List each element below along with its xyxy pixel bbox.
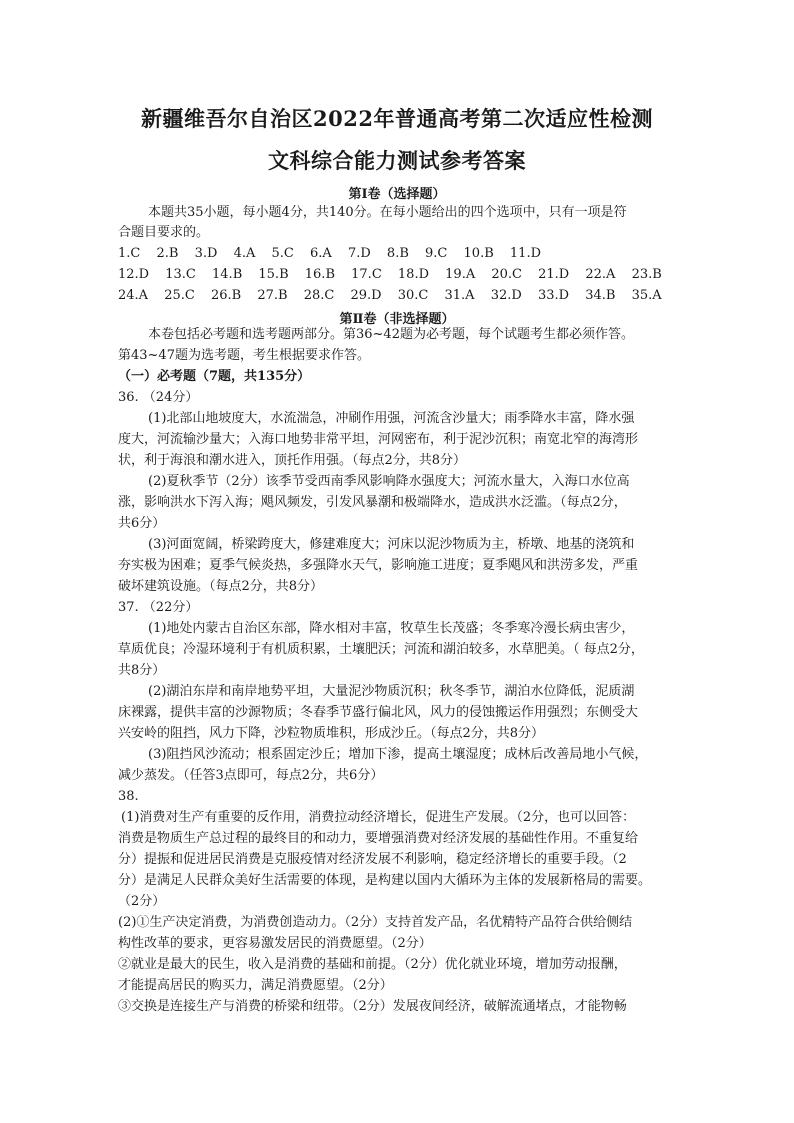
answer-item: 23.B [631,267,662,282]
part1-intro-cont: 合题目要求的。 [118,225,210,240]
answer-paragraph-line: (2)夏秋季节（2分）该季节受西南季风影响降水强度大；河流水量大，入海口水位高 [148,474,630,489]
required-section-heading: （一）必考题（7题，共135分） [118,369,311,384]
answer-item: 26.B [210,288,242,303]
answer-item: 12.D [118,267,150,282]
answer-item: 28.C [303,288,335,303]
answer-row-2 [118,267,684,283]
answer-item: 18.D [397,267,430,282]
answer-item: 30.C [397,288,429,303]
answer-item: 33.D [537,288,570,303]
answer-paragraph-line: 夯实极为困难；夏季气候炎热，多强降水天气，影响施工进度；夏季飓风和洪涝多发，严重 [118,558,639,573]
answer-item: 13.C [165,267,196,282]
question-number: 36. （24分） [118,390,199,405]
answer-item: 22.A [585,267,616,282]
answer-paragraph-line: (1)北部山地坡度大，水流湍急，冲刷作用强，河流含沙量大；雨季降水丰富，降水强 [148,411,635,426]
answer-paragraph-line: （2分） [118,894,166,909]
answer-item: 7.D [347,246,371,261]
answer-item: 25.C [164,288,195,303]
answer-item: 5.C [271,246,294,261]
part1-intro: 本题共35小题，每小题4分，共140分。在每小题给出的四个选项中，只有一项是符 [148,205,627,220]
part2-intro-cont: 第43~47题为选考题，考生根据要求作答。 [118,348,370,363]
answer-item: 6.A [310,246,332,261]
answer-paragraph-line: ②就业是最大的民生，收入是消费的基础和前提。（2分）优化就业环境，增加劳动报酬， [118,957,627,972]
answer-item: 15.B [258,267,289,282]
answer-item: 14.B [212,267,243,282]
answer-item: 29.D [350,288,382,303]
answer-paragraph-line: 分）提振和促进居民消费是克服疫情对经济发展不利影响，稳定经济增长的重要手段。（2 [118,852,627,867]
answer-paragraph-line: 兴安岭的阻挡，风力下降，沙粒物质堆积，形成沙丘。（每点2分，共8分） [118,726,545,741]
answer-item: 4.A [233,246,256,261]
answer-item: 34.B [585,288,616,303]
answer-paragraph-line: 草质优良；冷湿环境利于有机质积累，土壤肥沃；河流和湖泊较多，水草肥美。（ 每点2分， [118,642,644,657]
answer-paragraph-line: 度大，河流输沙量大；入海口地势非常平坦，河网密布，利于泥沙沉积；南宽北窄的海湾形 [118,432,639,447]
answer-item: 27.B [257,288,288,303]
answer-paragraph-line: (1)地处内蒙古自治区东部，降水相对丰富，牧草生长茂盛；冬季寒冷漫长病虫害少， [148,621,635,636]
part1-heading: 第Ⅰ卷（选择题） [348,187,446,202]
answer-item: 8.B [386,246,409,261]
answer-paragraph-line: (3)河面宽阔，桥梁跨度大，修建难度大；河床以泥沙物质为主，桥墩、地基的浇筑和 [148,537,635,552]
answer-item: 24.A [118,288,149,303]
answer-paragraph-line: 减少蒸发。（任答3点即可，每点2分，共6分） [118,768,384,783]
answer-paragraph-line: 构性改革的要求，更容易激发居民的消费愿望。（2分） [118,936,432,951]
answer-row-1 [118,246,684,262]
answer-item: 21.D [538,267,570,282]
part2-heading: 第Ⅱ卷（非选择题） [339,312,455,327]
answer-paragraph-line: ③交换是连接生产与消费的桥梁和纽带。（2分）发展夜间经济，破解流通堵点，才能物畅 [118,999,627,1014]
answer-item: 10.B [463,246,494,261]
answer-paragraph-line: 共8分） [118,663,166,678]
answer-item: 32.D [490,288,522,303]
question-number: 37. （22分） [118,600,199,615]
answer-paragraph-line: 破坏建筑设施。（每点2分，共8分） [118,579,324,594]
answer-paragraph-line: 分）是满足人民群众美好生活需要的体现，是构建以国内大循环为主体的发展新格局的需要。 [118,873,652,888]
answer-paragraph-line: (2)①生产决定消费，为消费创造动力。（2分）支持首发产品，名优精特产品符合供给侧结 [118,915,633,930]
answer-item: 20.C [491,267,522,282]
answer-item: 11.D [509,246,542,261]
document-title: 新疆维吾尔自治区2022年普通高考第二次适应性检测 [141,106,653,131]
answer-paragraph-line: 状，利于海浪和潮水进入，顶托作用强。（每点2分，共8分） [118,453,467,468]
answer-item: 35.A [631,288,662,303]
answer-item: 3.D [194,246,218,261]
answer-row-3 [118,288,684,304]
answer-paragraph-line: 才能提高居民的购买力，满足消费愿望。（2分） [118,978,393,993]
answer-paragraph-line: 共6分） [118,516,166,531]
answer-item: 1.C [118,246,141,261]
answer-paragraph-line: 床裸露，提供丰富的沙源物质；冬春季节盛行偏北风，风力的侵蚀搬运作用强烈；东侧受大 [118,705,639,720]
answer-paragraph-line: (1)消费对生产有重要的反作用，消费拉动经济增长，促进生产发展。（2分，也可以回答： [121,810,636,825]
answer-paragraph-line: (2)湖泊东岸和南岸地势平坦，大量泥沙物质沉积；秋冬季节，湖泊水位降低，泥质湖 [148,684,635,699]
answer-item: 31.A [444,288,475,303]
answer-item: 2.B [156,246,179,261]
document-subtitle: 文科综合能力测试参考答案 [268,148,526,173]
question-number: 38. [118,789,139,804]
answer-paragraph-line: 涨，影响洪水下泻入海；飓风频发，引发风暴潮和极端降水，造成洪水泛滥。（每点2分， [118,495,627,510]
part2-intro: 本卷包括必考题和选考题两部分。第36~42题为必考题，每个试题考生都必须作答。 [148,327,634,342]
answer-item: 17.C [351,267,382,282]
answer-paragraph-line: 消费是物质生产总过程的最终目的和动力，要增强消费对经济发展的基础性作用。不重复给 [118,831,639,846]
answer-paragraph-line: (3)阻挡风沙流动；根系固定沙丘；增加下渗，提高土壤湿度；成林后改善局地小气候， [148,747,648,762]
answer-item: 9.C [425,246,448,261]
answer-item: 16.B [304,267,335,282]
answer-item: 19.A [445,267,476,282]
